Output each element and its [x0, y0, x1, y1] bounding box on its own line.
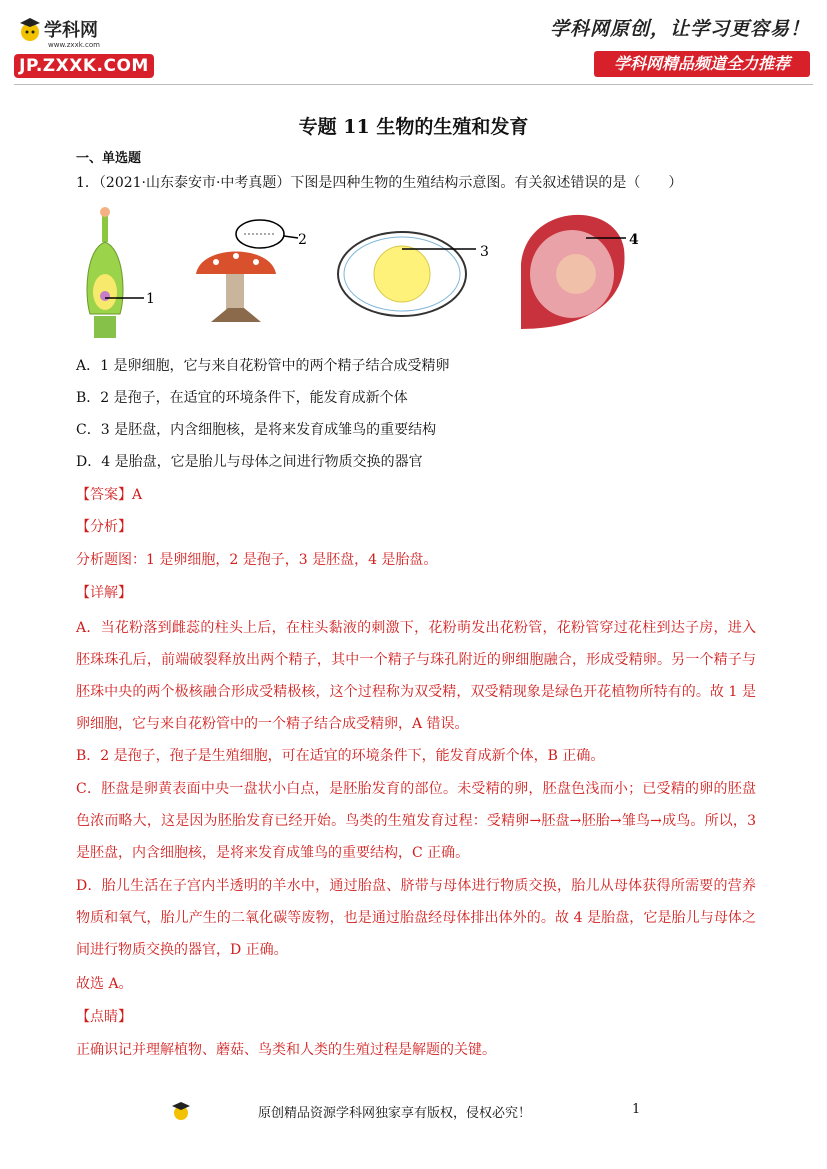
header-divider — [14, 84, 813, 85]
answer: 【答案】A — [76, 487, 143, 503]
detail-paragraph-b: B．2 是孢子，孢子是生殖细胞，可在适宜的环境条件下，能发育成新个体，B 正确。 — [76, 748, 605, 764]
conclusion: 故选 A。 — [76, 976, 133, 992]
page-title: 专题 11 生物的生殖和发育 — [298, 116, 529, 138]
figure-label-4: 4 — [629, 232, 639, 248]
logo-badge: JP.ZXXK.COM — [14, 54, 154, 78]
analysis-text: 分析题图：1 是卵细胞，2 是孢子，3 是胚盘，4 是胎盘。 — [76, 552, 438, 568]
footer-logo-icon — [170, 1100, 192, 1122]
tip-text: 正确识记并理解植物、蘑菇、鸟类和人类的生殖过程是解题的关键。 — [76, 1042, 496, 1058]
figure-label-1: 1 — [146, 291, 155, 307]
tip-label: 【点睛】 — [76, 1009, 132, 1025]
detail-paragraph-d: D．胎儿生活在子宫内半透明的羊水中，通过胎盘、脐带与母体进行物质交换，胎儿从母体获得所需要的营养物质和氧气，胎儿产生的二氧化碳等废物，也是通过胎盘经母体排出体外的。故 4 是胎盘，它是胎儿与母体之间进行物质交换的器官，D 正确。 — [76, 878, 756, 958]
figure-label-2: 2 — [298, 232, 307, 248]
footer-copyright: 原创精品资源学科网独家享有版权，侵权必究！ — [258, 1106, 532, 1121]
logo-url: www.zxxk.com — [48, 41, 100, 49]
uterus-figure — [521, 215, 639, 329]
option-c: C．3 是胚盘，内含细胞核，是将来发育成雏鸟的重要结构 — [76, 422, 437, 438]
mushroom-figure — [196, 220, 307, 322]
site-logo — [18, 14, 126, 50]
detail-label: 【详解】 — [76, 585, 132, 601]
figure-label-3: 3 — [480, 244, 489, 260]
analysis-label: 【分析】 — [76, 519, 132, 535]
detail-paragraph-a: A．当花粉落到雌蕊的柱头上后，在柱头黏液的刺激下，花粉萌发出花粉管，花粉管穿过花柱到达子房，进入胚珠珠孔后，前端破裂释放出两个精子，其中一个精子与珠孔附近的卵细胞融合，形成受精卵。另一个精子与胚珠中央的两个极核融合形成受精极核，这个过程称为双受精，双受精现象是绿色开花植物所特有的。故 1 是卵细胞，它与来自花粉管中的一个精子结合成受精卵，A 错误。 — [76, 620, 756, 732]
option-d: D．4 是胎盘，它是胎儿与母体之间进行物质交换的器官 — [76, 454, 423, 470]
detail-paragraph-c: C．胚盘是卵黄表面中央一盘状小白点，是胚胎发育的部位。未受精的卵，胚盘色浅而小；已受精的卵的胚盘色浓而略大，这是因为胚胎发育已经开始。鸟类的生殖发育过程：受精卵→胚盘→胚胎→雏鸟→成鸟。所以，3 是胚盘，内含细胞核，是将来发育成雏鸟的重要结构，C 正确。 — [76, 781, 756, 861]
figure-group — [76, 204, 676, 339]
question-stem: 1．（2021·山东泰安市·中考真题）下图是四种生物的生殖结构示意图。有关叙述错误的是（ ） — [76, 175, 683, 191]
page-number: 1 — [632, 1102, 641, 1117]
section-heading: 一、单选题 — [76, 151, 142, 166]
option-b: B．2 是孢子，在适宜的环境条件下，能发育成新个体 — [76, 390, 408, 406]
option-a: A．1 是卵细胞，它与来自花粉管中的两个精子结合成受精卵 — [76, 358, 450, 374]
channel-banner: 学科网精品频道全力推荐 — [594, 51, 810, 77]
slogan: 学科网原创，让学习更容易！ — [549, 18, 810, 40]
pistil-figure — [87, 207, 155, 338]
egg-figure — [338, 232, 489, 316]
logo-text: 学科网 — [44, 20, 98, 41]
